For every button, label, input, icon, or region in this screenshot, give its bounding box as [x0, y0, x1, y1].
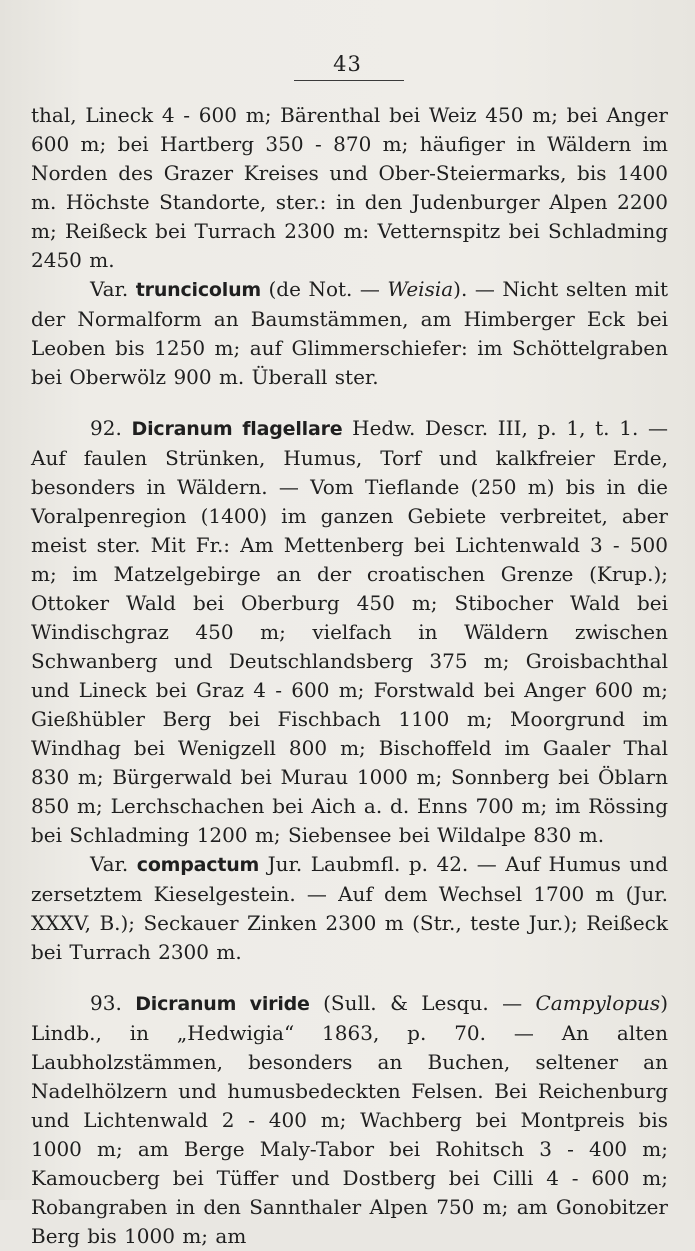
header-rule [294, 80, 404, 81]
paragraph-text: Jur. Laubmfl. p. 42. — Auf Humus und zersetztem Kieselgestein. — Auf dem Wechsel 1700 m (Jur. XXXV, B.); Seckauer Zinken 2300 m (Str., teste Jur.); Reißeck bei Turrach 2300 m. [31, 852, 668, 964]
paragraph-text: (de Not. — [261, 277, 388, 301]
paragraph-text: Hedw. Descr. III, p. 1, t. 1. — Auf faulen Strünken, Humus, Torf und kalkfreier Erde, besonders in Wäldern. — Vom Tieflande (250 m) bis in die Voralpenregion (1400) im ganzen Gebiete verbreitet, aber meist ster. Mit Fr.: Am Mettenberg bei Lichtenwald 3 - 500 m; im Matzelgebirge an der croatischen Grenze (Krup.); Ottoker Wald bei Oberburg 450 m; Stibocher Wald bei Windischgraz 450 m; vielfach in Wäldern zwischen Schwanberg und Deutschlandsberg 375 m; Groisbachthal und Lineck bei Graz 4 - 600 m; Forstwald bei Anger 600 m; Gießhübler Berg bei Fischbach 1100 m; Moorgrund im Windhag bei Wenigzell 800 m; Bischoffeld im Gaaler Thal 830 m; Bürgerwald bei Murau 1000 m; Sonnberg bei Öblarn 850 m; Lerchschachen bei Aich a. d. Enns 700 m; im Rössing bei Schladming 1200 m; Siebensee bei Wildalpe 830 m. [31, 416, 668, 847]
paragraph-text: thal, Lineck 4 - 600 m; Bärenthal bei Weiz 450 m; bei Anger 600 m; bei Hartberg 350 - 870 m; häufiger in Wäldern im Norden des Grazer Kreises und Ober-Steiermarks, bis 1400 m. Höchste Standorte, ster.: in den Judenburger Alpen 2200 m; Reißeck bei Turrach 2300 m: Vetternspitz bei Schladming 2450 m. [31, 103, 668, 272]
paragraph-lead: Var. [90, 852, 137, 876]
page-number: 43 [333, 52, 362, 76]
paragraph-text: ). — Nicht selten mit der Normalform an Baumstämmen, am Himberger Eck bei Leoben bis 1250 m; auf Glimmerschiefer: im Schöttelgraben bei Oberwölz 900 m. Überall ster. [31, 277, 669, 389]
paragraph-text: (Sull. & Lesqu. — [309, 991, 536, 1015]
species-number: 92. [90, 416, 132, 440]
species-number: 93. [90, 991, 136, 1015]
taxon-name: truncicolum [135, 279, 261, 301]
paragraph-text: ) Lindb., in „Hedwigia“ 1863, p. 70. — An alten Laubholzstämmen, besonders an Buchen, seltener an Nadelhölzern und humusbedeckten Felsen. Bei Reichenburg und Lichtenwald 2 - 400 m; Wachberg bei Montpreis bis 1000 m; am Berge Maly-Tabor bei Rohitsch 3 - 400 m; Kamoucberg bei Tüffer und Dostberg bei Cilli 4 - 600 m; Robangraben in den Sannthaler Alpen 750 m; am Gonobitzer Berg bis 1000 m; am [31, 991, 668, 1248]
paragraph-continuation [31, 101, 668, 275]
synonym-genus: Weisia [387, 277, 454, 301]
paragraph-species-93 [31, 989, 668, 1251]
page-body [31, 101, 668, 1251]
taxon-name: Dicranum flagellare [131, 418, 343, 440]
taxon-name: compactum [136, 854, 260, 876]
synonym-genus: Campylopus [535, 991, 661, 1015]
paragraph-species-92 [31, 414, 668, 850]
paragraph-var-compactum [31, 850, 668, 967]
paragraph-var-truncicolum [31, 275, 668, 392]
taxon-name: Dicranum viride [135, 993, 310, 1015]
paragraph-lead: Var. [90, 277, 136, 301]
